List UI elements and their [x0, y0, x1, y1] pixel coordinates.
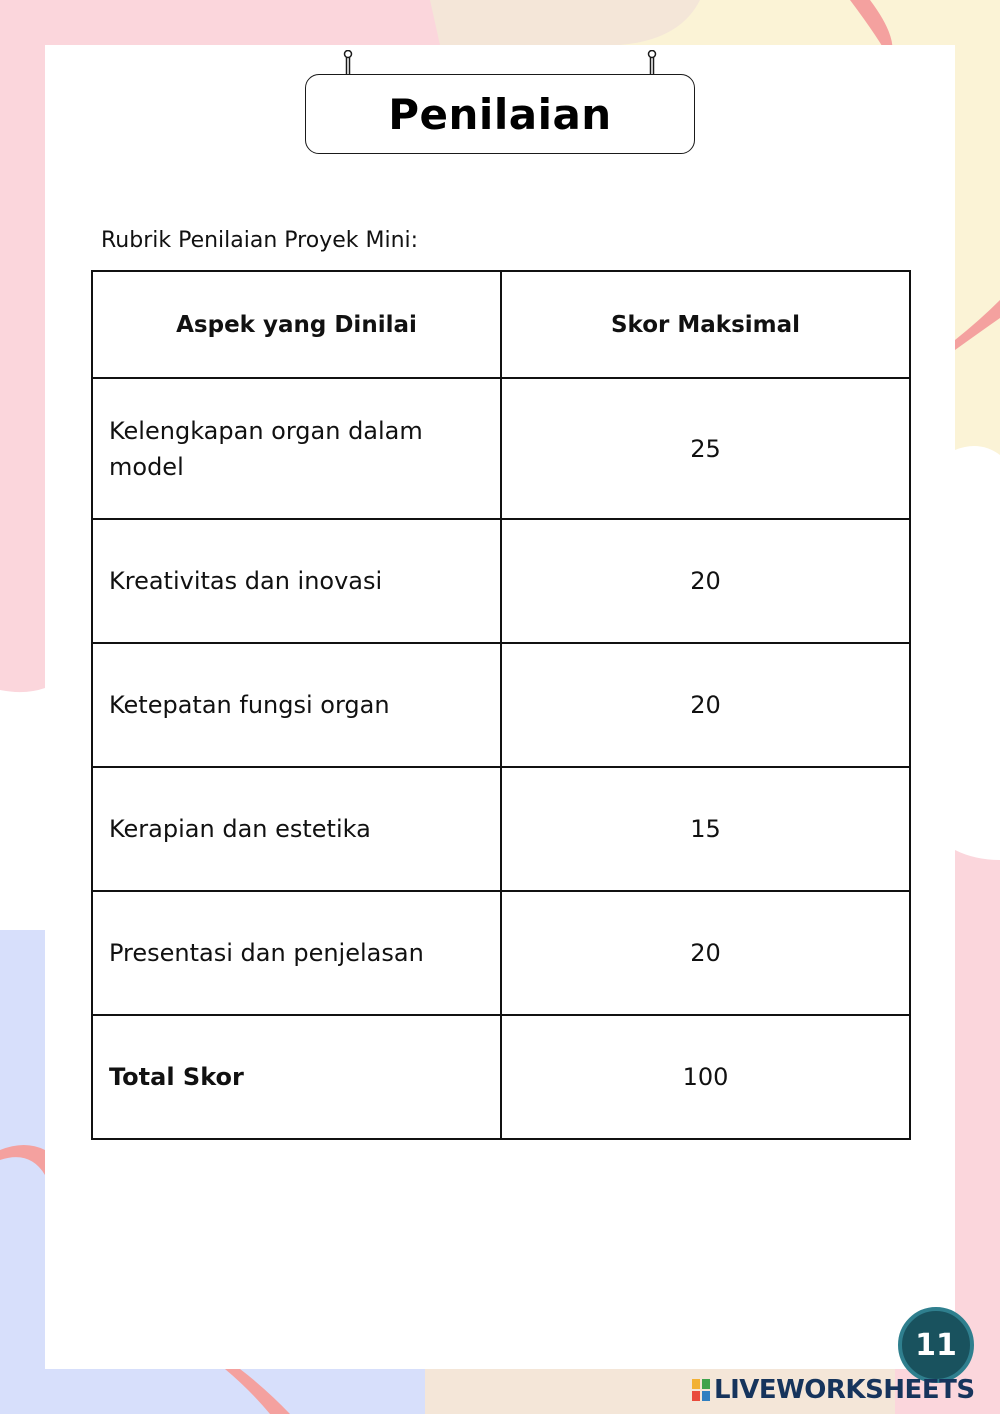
total-row [92, 1015, 910, 1139]
header-aspect: Aspek yang Dinilai [92, 271, 501, 378]
table-row [92, 891, 910, 1015]
total-label: Total Skor [92, 1015, 501, 1139]
aspect-cell: Presentasi dan penjelasan [92, 891, 501, 1015]
title-sign [305, 74, 695, 154]
table-row [92, 519, 910, 643]
aspect-cell: Kerapian dan estetika [92, 767, 501, 891]
score-cell: 25 [501, 378, 910, 519]
page-number: 11 [915, 1327, 957, 1363]
aspect-cell: Kreativitas dan inovasi [92, 519, 501, 643]
page-number-badge [898, 1307, 974, 1383]
table-row [92, 767, 910, 891]
header-max-score: Skor Maksimal [501, 271, 910, 378]
liveworksheets-watermark [692, 1374, 975, 1406]
aspect-cell: Kelengkapan organ dalam model [92, 378, 501, 519]
table-row [92, 378, 910, 519]
score-cell: 20 [501, 643, 910, 767]
score-cell: 20 [501, 891, 910, 1015]
aspect-cell: Ketepatan fungsi organ [92, 643, 501, 767]
watermark-text: LIVEWORKSHEETS [714, 1375, 975, 1405]
rubric-subtitle: Rubrik Penilaian Proyek Mini: [101, 228, 419, 253]
page-title: Penilaian [388, 89, 612, 139]
score-cell: 20 [501, 519, 910, 643]
table-row [92, 643, 910, 767]
score-cell: 15 [501, 767, 910, 891]
liveworksheets-logo-icon [692, 1379, 710, 1401]
total-score: 100 [501, 1015, 910, 1139]
table-header-row [92, 271, 910, 378]
rubric-table [91, 270, 911, 1140]
